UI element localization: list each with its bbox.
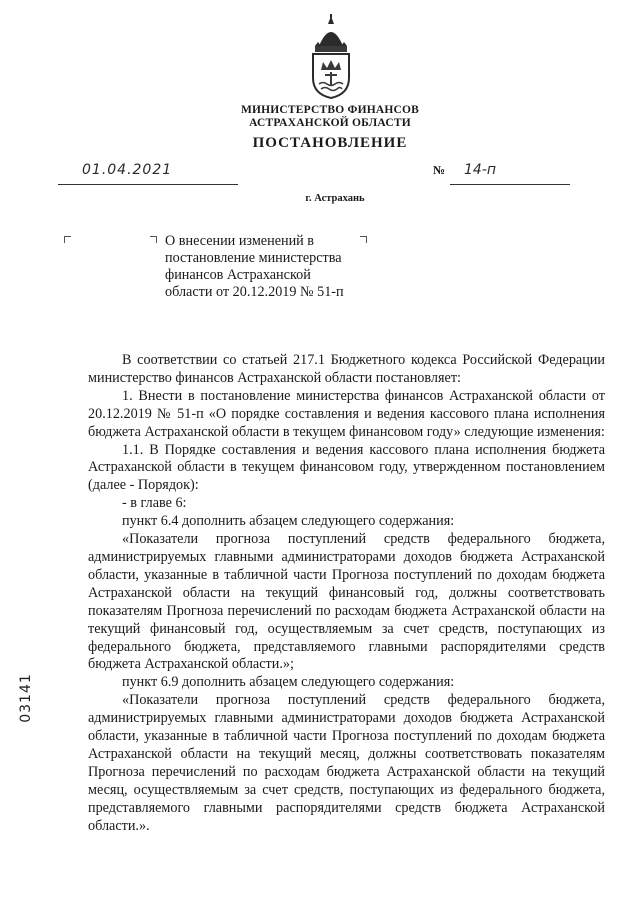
document-type-title: ПОСТАНОВЛЕНИЕ xyxy=(252,135,408,151)
body-paragraph: пункт 6.9 дополнить абзацем следующего содержания: xyxy=(122,674,455,691)
city-name: г. Астрахань xyxy=(305,193,365,204)
subject-line: постановление министерства xyxy=(165,250,342,266)
body-paragraph: - в главе 6: xyxy=(122,495,187,512)
coat-of-arms-emblem xyxy=(305,14,357,100)
margin-stamp xyxy=(14,672,38,732)
document-subject xyxy=(165,233,375,301)
body-paragraph: В соответствии со статьей 217.1 Бюджетного кодекса Российской Федерации министерство финансов Астраханской области постановляет: xyxy=(88,352,605,386)
ministry-name-line1: МИНИСТЕРСТВО ФИНАНСОВ xyxy=(240,104,420,116)
handwritten-number: 14-п xyxy=(464,162,497,178)
subject-line: области от 20.12.2019 № 51-п xyxy=(165,284,344,300)
date-field xyxy=(58,162,238,185)
subject-line: финансов Астраханской xyxy=(165,267,311,283)
body-paragraph: «Показатели прогноза поступлений средств федерального бюджета, администрируемых главными администраторами доходов бюджета Астраханской области, указанные в табличной части Прогноза поступлений по доходам бюджета Астраханской области на текущий финансовый год, должны соответствовать показателям Прогноза перечислений по расходам бюджета Астраханской области на текущий финансовый год, осуществляемым за счет средств, поступающих из федерального бюджета, представляемого главными распорядителями средств бюджета Астраханской области.»; xyxy=(88,531,605,673)
margin-stamp-number: 03141 xyxy=(18,673,34,723)
body-paragraph: «Показатели прогноза поступлений средств федерального бюджета, администрируемых главными администраторами доходов бюджета Астраханской области, указанные в табличной части Прогноза поступлений по доходам бюджета Астраханской области на текущий месяц, должны соответствовать показателям Прогноза перечислений по расходам бюджета Астраханской области на текущий месяц, осуществляемым за счет средств, поступающих из федерального бюджета, представляемого главными распорядителями средств бюджета Астраханской области.». xyxy=(88,692,605,834)
body-paragraph: 1.1. В Порядке составления и ведения кассового плана исполнения бюджета Астраханской области в текущем финансовом году, утвержденном постановлением (далее - Порядок): xyxy=(88,441,605,494)
ministry-name-line2: АСТРАХАНСКОЙ ОБЛАСТИ xyxy=(249,117,411,129)
body-paragraph: пункт 6.4 дополнить абзацем следующего содержания: xyxy=(122,513,455,530)
handwritten-date: 01.04.2021 xyxy=(82,162,173,178)
body-paragraph: 1. Внести в постановление министерства финансов Астраханской области от 20.12.2019 № 51-п «О порядке составления и ведения кассового плана исполнения бюджета Астраханской области в текущем финансовом году» следующие изменения: xyxy=(88,387,605,440)
document-body xyxy=(88,352,605,835)
subject-line: О внесении изменений в xyxy=(165,233,315,249)
corner-mark-left-outer xyxy=(64,236,71,243)
number-sign: № xyxy=(433,163,446,177)
corner-mark-left-inner xyxy=(150,236,157,243)
number-field xyxy=(450,162,570,185)
